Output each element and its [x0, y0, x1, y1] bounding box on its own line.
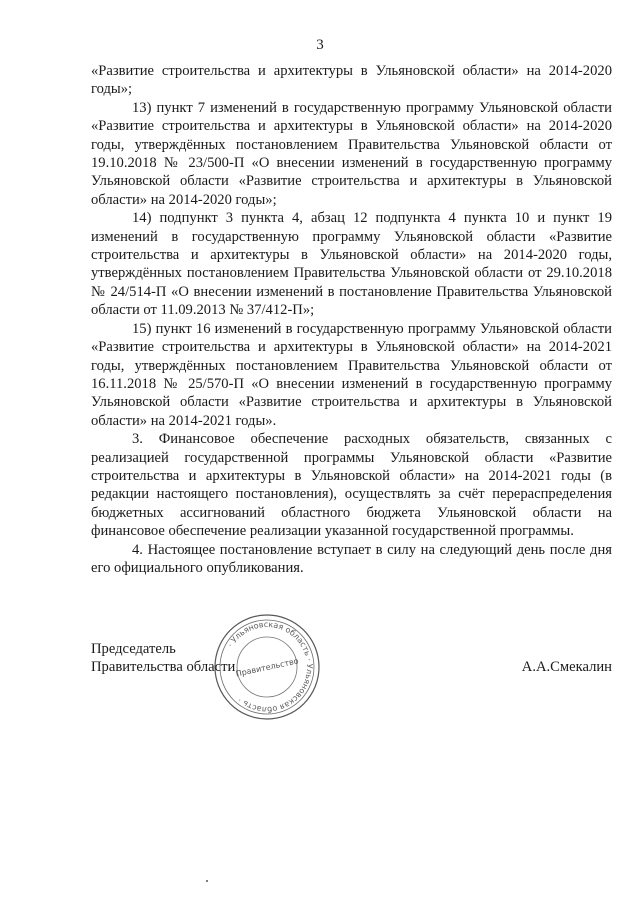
paragraph-item-14: 14) подпункт 3 пункта 4, абзац 12 подпункта 4 пункта 10 и пункт 19 изменений в государственную программу Ульяновской области «Развитие строительства и архитектуры в Ульяновской области» на 2014-2020 годы, утверждённых постановлением Правительства Ульяновской области от 29.10.2018 № 24/514-П «О внесении изменений в постановление Правительства Ульяновской области от 11.09.2013 № 37/412-П»;	[91, 210, 612, 319]
svg-text:Правительство: Правительство	[234, 656, 300, 679]
svg-text:· Ульяновская область · Ульяно: · Ульяновская область · Ульяновская область ·	[225, 619, 315, 715]
official-stamp	[212, 612, 322, 722]
stamp-seal-icon	[212, 612, 322, 722]
paragraph-continuation: «Развитие строительства и архитектуры в Ульяновской области» на 2014-2020 годы»;	[91, 63, 612, 98]
signature-block	[91, 640, 612, 677]
paragraph-item-15: 15) пункт 16 изменений в государственную программу Ульяновской области «Развитие строительства и архитектуры в Ульяновской области» на 2014-2021 годы, утверждённых постановлением Правительства Ульяновской области от 16.11.2018 № 25/570-П «О внесении изменений в государственную программу Ульяновской области «Развитие строительства и архитектуры в Ульяновской области» на 2014-2021 годы».	[91, 320, 612, 429]
signatory-role-line2: Правительства области	[91, 659, 236, 676]
paragraph-section-4: 4. Настоящее постановление вступает в силу на следующий день после дня его официального опубликования.	[91, 541, 612, 576]
paragraph-item-13: 13) пункт 7 изменений в государственную программу Ульяновской области «Развитие строительства и архитектуры в Ульяновской области» на 2014-2020 годы, утверждённых постановлением Правительства Ульяновской области от 19.10.2018 № 23/500-П «О внесении изменений в государственную программу Ульяновской области «Развитие строительства и архитектуры в Ульяновской области» на 2014-2020 годы»;	[91, 99, 612, 208]
paragraph-section-3: 3. Финансовое обеспечение расходных обязательств, связанных с реализацией государственной программы Ульяновской области «Развитие строительства и архитектуры в Ульяновской области» на 2014-2021 годы (в редакции настоящего постановления), осуществлять за счёт перераспределения бюджетных ассигнований областного бюджета Ульяновской области на финансовое обеспечение реализации указанной государственной программы.	[91, 431, 612, 540]
signatory-name: А.А.Смекалин	[521, 659, 612, 676]
page-number: 3	[316, 37, 324, 53]
signatory-role-line1: Председатель	[91, 641, 176, 657]
scan-speck	[206, 880, 208, 882]
document-body	[91, 62, 612, 577]
